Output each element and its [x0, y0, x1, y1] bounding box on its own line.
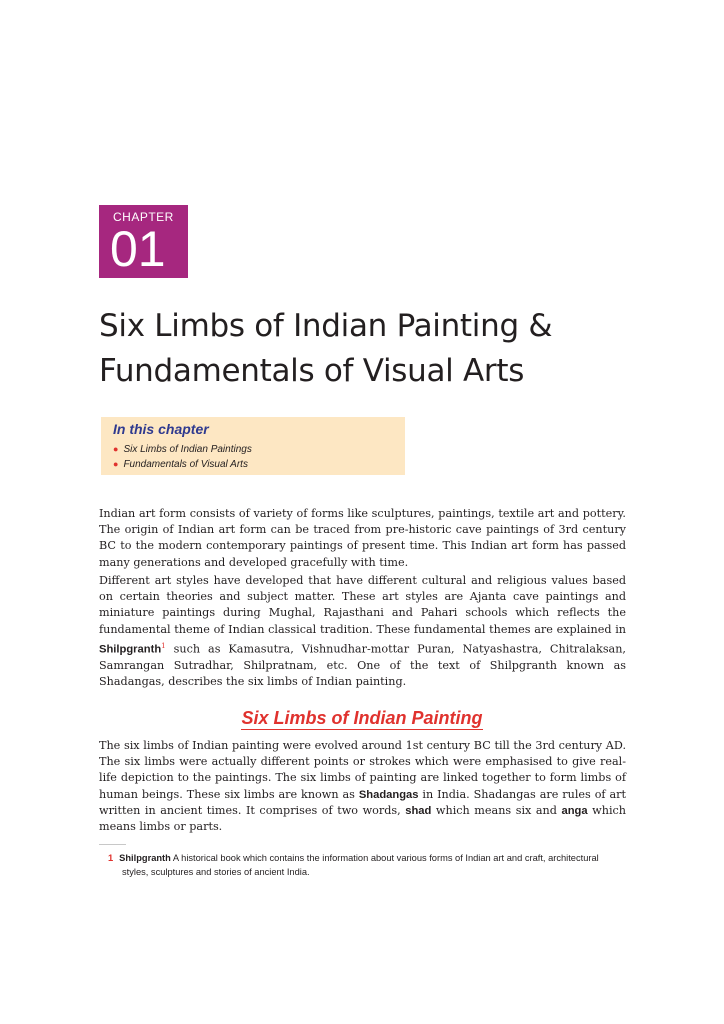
in-this-chapter-box	[101, 417, 405, 475]
bullet-icon: ●	[113, 459, 119, 469]
chapter-contents-list	[113, 442, 252, 472]
six-limbs-paragraph	[99, 738, 626, 835]
list-item-label: Fundamentals of Visual Arts	[123, 459, 248, 470]
chapter-number: 01	[110, 221, 166, 277]
paragraph-text: Different art styles have developed that have different cultural and religious values based on certain theories and subject matter. These art styles are Ajanta cave paintings and miniature paintings during Mughal, Rajasthani and Pahari schools which reflects the fundamental theme of Indian classical tradition. These fundamental themes are explained in	[99, 574, 626, 636]
term-shilpgranth: Shilpgranth	[99, 643, 162, 656]
paragraph-text: The six limbs of Indian painting were evolved around 1st century BC till the 3rd century AD. The six limbs were actually different points or strokes which were emphasised to give real-life depiction to the paintings. The six limbs of painting are linked together to form limbs of human beings. These six limbs are known as	[99, 739, 626, 801]
in-this-chapter-heading: In this chapter	[113, 421, 209, 437]
term-shadangas: Shadangas	[358, 788, 419, 801]
term-shad: shad	[405, 804, 432, 817]
list-item	[113, 457, 252, 472]
term-anga: anga	[561, 804, 588, 817]
footnote-reference: 1	[161, 641, 166, 650]
chapter-badge	[99, 205, 188, 278]
title-line-2: Fundamentals of Visual Arts	[99, 353, 525, 389]
title-line-1: Six Limbs of Indian Painting &	[99, 308, 553, 344]
page-title	[99, 304, 699, 394]
paragraph-text: such as Kamasutra, Vishnudhar-mottar Puran, Natyashastra, Chitralaksan, Samrangan Sutradhar, Shilpratnam, etc. One of the text of Shilpgranth known as Shadangas, describes the six limbs of Indian painting.	[99, 642, 626, 688]
footnote-number: 1	[108, 853, 114, 863]
chapter-label: CHAPTER	[113, 210, 174, 224]
section-heading	[0, 704, 724, 731]
list-item-label: Six Limbs of Indian Paintings	[123, 444, 252, 455]
paragraph-text: which means limbs or parts.	[99, 803, 626, 834]
footnote-term: Shilpgranth	[119, 853, 171, 863]
paragraph-text: which means six and	[431, 803, 562, 817]
footnote-text: A historical book which contains the information about various forms of Indian art and craft, architectural styles, sculptures and stories of ancient India.	[122, 853, 599, 877]
paragraph-text: in India. Shadangas are rules of art written in ancient times. It comprises of two words,	[99, 787, 627, 817]
footnote-divider	[99, 844, 126, 845]
section-heading-text: Six Limbs of Indian Painting	[241, 708, 483, 728]
intro-paragraph: Indian art form consists of variety of forms like sculptures, paintings, textile art and pottery. The origin of Indian art form can be traced from pre-historic cave paintings of 3rd century BC to the modern contemporary paintings of present time. This Indian art form has passed many generations and developed gracefully with time.	[99, 507, 626, 569]
list-item	[113, 442, 252, 457]
bullet-icon: ●	[113, 444, 119, 454]
art-styles-paragraph	[99, 573, 626, 690]
footnote	[108, 852, 608, 879]
